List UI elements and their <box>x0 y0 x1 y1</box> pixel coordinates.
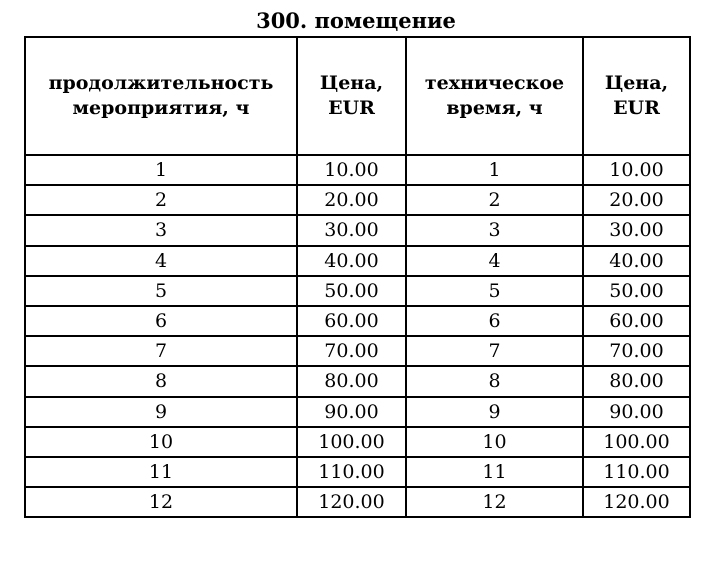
header-row <box>25 37 690 155</box>
price-cell: 100.00 <box>297 427 406 457</box>
technical-price-cell: 70.00 <box>583 336 690 366</box>
duration-cell: 6 <box>25 306 297 336</box>
price-table <box>24 36 691 518</box>
header-technical-time: техническое время, ч <box>406 37 583 155</box>
duration-cell: 7 <box>25 336 297 366</box>
technical-price-cell: 100.00 <box>583 427 690 457</box>
table-row <box>25 155 690 185</box>
technical-price-cell: 20.00 <box>583 185 690 215</box>
table-body <box>25 155 690 517</box>
duration-cell: 9 <box>25 397 297 427</box>
price-cell: 90.00 <box>297 397 406 427</box>
header-duration: продолжительность мероприятия, ч <box>25 37 297 155</box>
technical-time-cell: 5 <box>406 276 583 306</box>
technical-price-cell: 40.00 <box>583 246 690 276</box>
technical-price-cell: 50.00 <box>583 276 690 306</box>
table-row <box>25 185 690 215</box>
table-row <box>25 246 690 276</box>
table-row <box>25 487 690 517</box>
price-cell: 10.00 <box>297 155 406 185</box>
header-technical-price: Цена, EUR <box>583 37 690 155</box>
table-row <box>25 306 690 336</box>
price-cell: 80.00 <box>297 366 406 396</box>
technical-price-cell: 30.00 <box>583 215 690 245</box>
duration-cell: 2 <box>25 185 297 215</box>
price-cell: 60.00 <box>297 306 406 336</box>
technical-price-cell: 120.00 <box>583 487 690 517</box>
price-cell: 50.00 <box>297 276 406 306</box>
price-cell: 110.00 <box>297 457 406 487</box>
technical-time-cell: 11 <box>406 457 583 487</box>
header-price: Цена, EUR <box>297 37 406 155</box>
duration-cell: 4 <box>25 246 297 276</box>
duration-cell: 12 <box>25 487 297 517</box>
technical-time-cell: 12 <box>406 487 583 517</box>
table-row <box>25 336 690 366</box>
duration-cell: 8 <box>25 366 297 396</box>
price-cell: 70.00 <box>297 336 406 366</box>
technical-time-cell: 4 <box>406 246 583 276</box>
technical-time-cell: 7 <box>406 336 583 366</box>
technical-price-cell: 10.00 <box>583 155 690 185</box>
duration-cell: 1 <box>25 155 297 185</box>
technical-time-cell: 10 <box>406 427 583 457</box>
duration-cell: 5 <box>25 276 297 306</box>
technical-time-cell: 6 <box>406 306 583 336</box>
price-cell: 120.00 <box>297 487 406 517</box>
table-row <box>25 276 690 306</box>
table-row <box>25 397 690 427</box>
technical-time-cell: 2 <box>406 185 583 215</box>
price-cell: 20.00 <box>297 185 406 215</box>
duration-cell: 3 <box>25 215 297 245</box>
price-cell: 30.00 <box>297 215 406 245</box>
technical-price-cell: 90.00 <box>583 397 690 427</box>
technical-time-cell: 3 <box>406 215 583 245</box>
technical-price-cell: 60.00 <box>583 306 690 336</box>
technical-time-cell: 9 <box>406 397 583 427</box>
technical-price-cell: 110.00 <box>583 457 690 487</box>
technical-time-cell: 1 <box>406 155 583 185</box>
page-title: 300. помещение <box>256 8 456 33</box>
duration-cell: 11 <box>25 457 297 487</box>
table-row <box>25 457 690 487</box>
table-header <box>25 37 690 155</box>
table-row <box>25 427 690 457</box>
technical-price-cell: 80.00 <box>583 366 690 396</box>
duration-cell: 10 <box>25 427 297 457</box>
technical-time-cell: 8 <box>406 366 583 396</box>
table-row <box>25 215 690 245</box>
price-cell: 40.00 <box>297 246 406 276</box>
table-row <box>25 366 690 396</box>
